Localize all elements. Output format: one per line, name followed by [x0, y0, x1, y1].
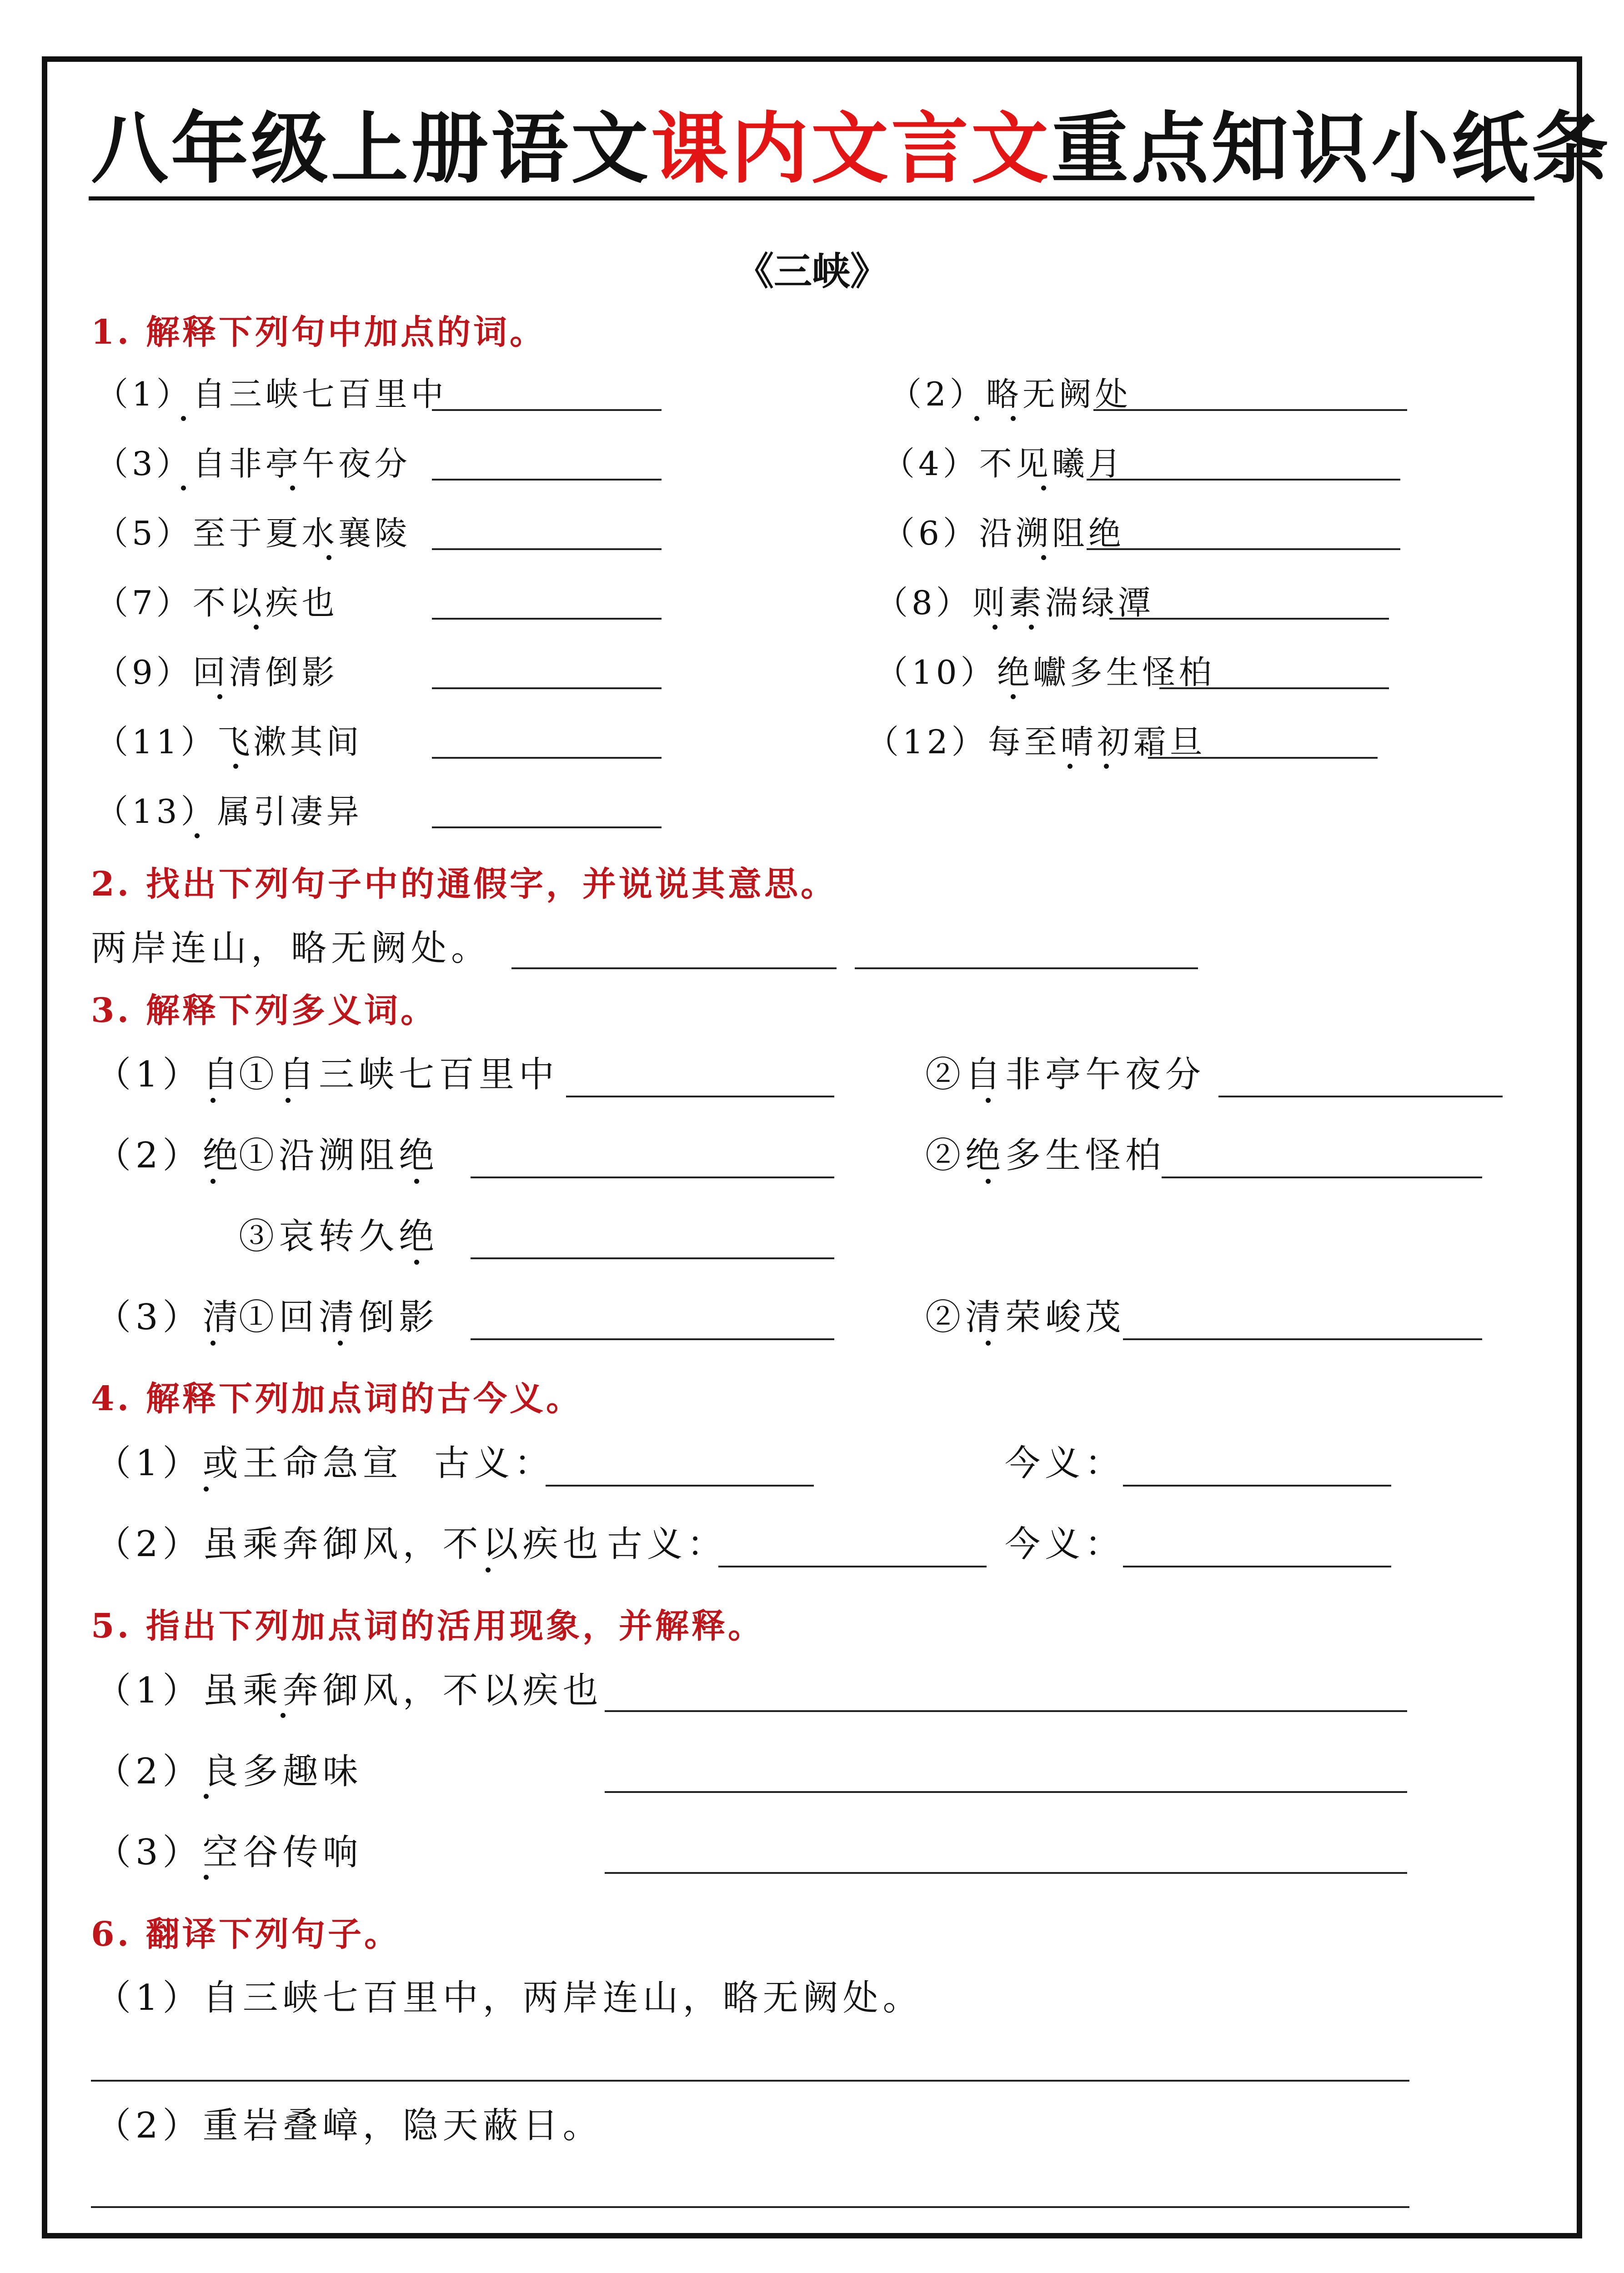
q3-example-3-2: ②清荣峻茂 [925, 1297, 1126, 1338]
q2-answer-blank-word[interactable] [511, 967, 837, 969]
q6-answer-blank-1[interactable] [91, 2080, 1409, 2082]
title-underline [89, 196, 1534, 200]
emphasis-dot [181, 486, 186, 491]
emphasis-dot [486, 1567, 491, 1572]
q1-answer-blank-8[interactable] [1109, 618, 1389, 620]
q1-answer-blank-2[interactable] [1093, 409, 1407, 411]
q6-answer-blank-2[interactable] [91, 2206, 1409, 2208]
q2-sentence: 两岸连山，略无阙处。 [91, 928, 491, 969]
q1-item-3: （3）自非亭午夜分 [95, 445, 411, 483]
emphasis-dot [1041, 486, 1046, 491]
lesson-title: 《三峡》 [735, 249, 888, 294]
q1-answer-blank-7[interactable] [432, 618, 662, 620]
q4-modern-blank-2[interactable] [1123, 1566, 1391, 1567]
q1-item-2: （2）略无阙处 [889, 375, 1132, 413]
emphasis-dot [986, 1098, 991, 1103]
q3-example-2-1: ①沿溯阻绝 [239, 1135, 439, 1176]
q3-heading: 3. 解释下列多义词。 [91, 991, 437, 1030]
emphasis-dot [211, 1341, 216, 1346]
q1-heading: 1. 解释下列句中加点的词。 [91, 313, 546, 352]
emphasis-dot [254, 625, 259, 630]
title-part-3: 重点知识小纸条 [1051, 103, 1612, 194]
emphasis-dot [1104, 764, 1109, 769]
q3-answer-blank-1-1[interactable] [566, 1096, 834, 1097]
q1-item-5: （5）至于夏水襄陵 [95, 514, 411, 552]
emphasis-dot [992, 625, 997, 630]
q4-ancient-label-2: 古义： [607, 1524, 727, 1565]
q1-item-10: （10）绝巘多生怪柏 [875, 653, 1215, 691]
page-title [91, 86, 1612, 198]
q4-heading: 4. 解释下列加点词的古今义。 [91, 1379, 583, 1418]
q1-answer-blank-1[interactable] [432, 409, 662, 411]
emphasis-dot [181, 416, 186, 421]
q5-item-2: （2）良多趣味 [95, 1751, 363, 1792]
emphasis-dot [233, 764, 238, 769]
q3-word-1: （1）自 [95, 1054, 243, 1095]
emphasis-dot [1041, 555, 1046, 560]
emphasis-dot [286, 1098, 291, 1103]
emphasis-dot [986, 1179, 991, 1184]
emphasis-dot [338, 1341, 343, 1346]
q6-item-2: （2）重岩叠嶂，隐天蔽日。 [95, 2105, 603, 2146]
q1-answer-blank-13[interactable] [432, 826, 662, 828]
q3-answer-blank-2-1[interactable] [471, 1177, 834, 1178]
q3-word-3: （3）清 [95, 1297, 243, 1338]
q3-answer-blank-1-2[interactable] [1218, 1096, 1503, 1097]
q6-item-1: （1）自三峡七百里中，两岸连山，略无阙处。 [95, 1978, 923, 2018]
q5-answer-blank-2[interactable] [605, 1791, 1407, 1793]
emphasis-dot [195, 833, 200, 838]
q3-answer-blank-2-2[interactable] [1162, 1177, 1482, 1178]
q5-item-1: （1）虽乘奔御风，不以疾也 [95, 1670, 603, 1711]
emphasis-dot [1068, 764, 1073, 769]
q4-ancient-blank-2[interactable] [718, 1566, 987, 1567]
q2-heading: 2. 找出下列句子中的通假字，并说说其意思。 [91, 865, 837, 904]
q6-heading: 6. 翻译下列句子。 [91, 1915, 401, 1954]
q3-example-2-3: ③哀转久绝 [239, 1216, 439, 1257]
emphasis-dot [290, 486, 295, 491]
q1-answer-blank-11[interactable] [432, 757, 662, 759]
emphasis-dot [281, 1713, 286, 1718]
emphasis-dot [326, 555, 331, 560]
q2-answer-blank-meaning[interactable] [855, 967, 1198, 969]
q1-answer-blank-9[interactable] [432, 687, 662, 689]
q1-answer-blank-5[interactable] [432, 548, 662, 550]
q1-item-8: （8）则素湍绿潭 [875, 584, 1154, 622]
q3-example-3-1: ①回清倒影 [239, 1297, 439, 1338]
emphasis-dot [211, 1098, 216, 1103]
emphasis-dot [414, 1179, 419, 1184]
title-part-1: 八年级上册语文 [91, 103, 652, 194]
q3-answer-blank-2-3[interactable] [471, 1257, 834, 1259]
q3-example-1-1: ①自三峡七百里中 [239, 1054, 559, 1095]
q1-item-11: （11）飞漱其间 [95, 723, 363, 761]
q4-item-1: （1）或王命急宣 [95, 1443, 403, 1484]
emphasis-dot [217, 694, 222, 699]
q1-item-13: （13）属引凄异 [95, 792, 363, 831]
q1-item-4: （4）不见曦月 [882, 445, 1125, 483]
q1-answer-blank-12[interactable] [1148, 757, 1378, 759]
q1-answer-blank-6[interactable] [1087, 548, 1400, 550]
q3-example-1-2: ②自非亭午夜分 [925, 1054, 1206, 1095]
emphasis-dot [1011, 416, 1016, 421]
q4-modern-label-2: 今义： [1005, 1524, 1125, 1565]
q4-ancient-blank-1[interactable] [546, 1485, 814, 1487]
emphasis-dot [204, 1487, 209, 1492]
q1-answer-blank-10[interactable] [1159, 687, 1389, 689]
title-part-2-highlight: 课内文言文 [651, 103, 1052, 194]
q3-answer-blank-3-1[interactable] [471, 1338, 834, 1340]
emphasis-dot [204, 1875, 209, 1880]
emphasis-dot [1011, 694, 1016, 699]
q1-item-6: （6）沿溯阻绝 [882, 514, 1125, 552]
emphasis-dot [1029, 625, 1034, 630]
emphasis-dot [414, 1260, 419, 1265]
emphasis-dot [211, 1179, 216, 1184]
q5-heading: 5. 指出下列加点词的活用现象，并解释。 [91, 1607, 765, 1646]
q3-word-2: （2）绝 [95, 1135, 243, 1176]
q1-item-7: （7）不以疾也 [95, 584, 338, 622]
q1-item-9: （9）回清倒影 [95, 653, 338, 691]
q1-answer-blank-4[interactable] [1087, 479, 1400, 481]
q1-answer-blank-3[interactable] [432, 479, 662, 481]
emphasis-dot [974, 416, 979, 421]
q4-modern-blank-1[interactable] [1123, 1485, 1391, 1487]
emphasis-dot [986, 1341, 991, 1346]
q4-item-2: （2）虽乘奔御风，不以疾也 [95, 1524, 603, 1565]
q1-item-12: （12）每至晴初霜旦 [866, 723, 1206, 761]
q3-example-2-2: ②绝多生怪柏 [925, 1135, 1166, 1176]
q4-ancient-label-1: 古义： [434, 1443, 555, 1484]
q3-answer-blank-3-2[interactable] [1123, 1338, 1482, 1340]
emphasis-dot [204, 1794, 209, 1799]
q1-item-1: （1）自三峡七百里中 [95, 375, 447, 413]
q5-answer-blank-3[interactable] [605, 1872, 1407, 1874]
q5-item-3: （3）空谷传响 [95, 1832, 363, 1873]
q4-modern-label-1: 今义： [1005, 1443, 1125, 1484]
q5-answer-blank-1[interactable] [605, 1710, 1407, 1712]
